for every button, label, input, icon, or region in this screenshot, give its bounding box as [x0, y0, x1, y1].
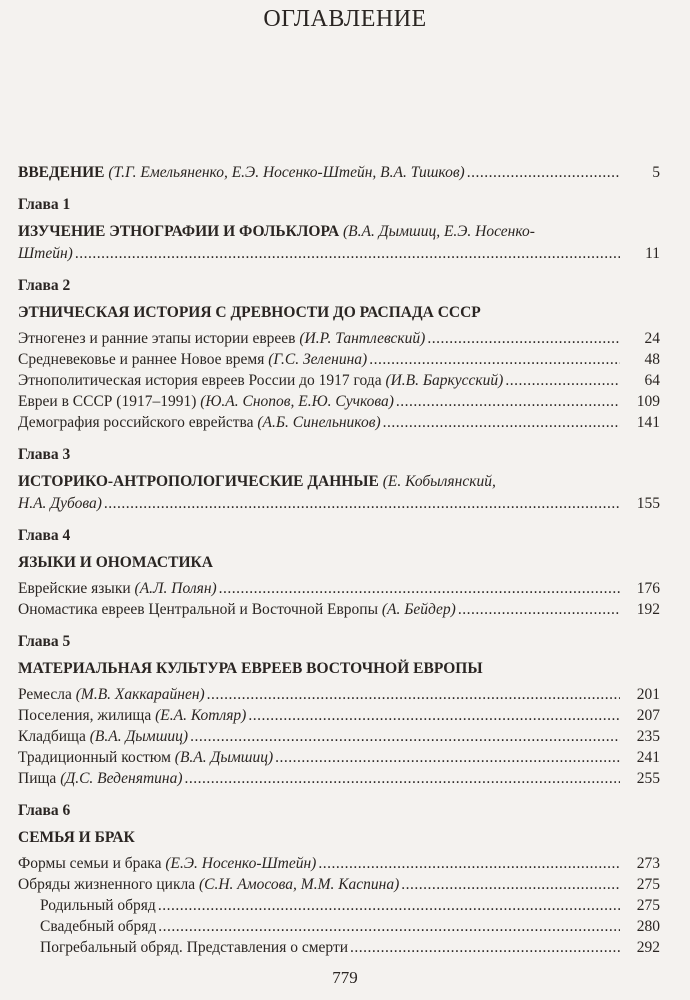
leader-dots [318, 853, 620, 874]
leader-dots [505, 370, 620, 391]
entry-authors: (И.Р. Тантлевский) [299, 330, 426, 347]
entry-authors: (Т.Г. Емельяненко, Е.Э. Носенко-Штейн, В.А. Тишков) [108, 164, 465, 181]
entry-title: Ремесла [18, 686, 76, 703]
chapter-label: Глава 2 [18, 277, 71, 294]
leader-dots [467, 162, 620, 183]
entry-title: Пища [18, 770, 61, 787]
leader-dots [369, 349, 620, 370]
toc-entry[interactable] [18, 853, 660, 874]
entry-title: Демография российского еврейства [18, 414, 258, 431]
table-of-contents [18, 162, 660, 958]
entry-page: 273 [636, 855, 660, 872]
chapter-title-6: СЕМЬЯ И БРАК [18, 829, 135, 846]
entry-authors: (В.А. Дымшиц) [174, 749, 274, 766]
leader-dots [350, 937, 620, 958]
chapter-label: Глава 5 [18, 633, 71, 650]
leader-dots [383, 412, 620, 433]
leader-dots [458, 599, 620, 620]
entry-authors: (С.Н. Амосова, М.М. Каспина) [198, 876, 400, 893]
toc-entry[interactable] [18, 599, 660, 620]
entry-title: Погребальный обряд. Представления о смерти [40, 939, 349, 956]
chapter-title-5: МАТЕРИАЛЬНАЯ КУЛЬТУРА ЕВРЕЕВ ВОСТОЧНОЙ ЕВРОПЫ [18, 660, 483, 677]
entry-page: 48 [644, 351, 660, 368]
entry-authors: (А.Л. Полян) [134, 580, 217, 597]
entry-authors: (Е.А. Котляр) [155, 707, 247, 724]
entry-page: 5 [652, 164, 660, 181]
entry-authors: (М.В. Хаккарайнен) [75, 686, 205, 703]
entry-title: Этногенез и ранние этапы истории евреев [18, 330, 300, 347]
entry-authors: Штейн) [18, 245, 73, 262]
entry-page: 201 [636, 686, 660, 703]
leader-dots [219, 578, 620, 599]
entry-title: Родильный обряд [40, 897, 156, 914]
entry-authors: (И.В. Баркусский) [385, 372, 504, 389]
entry-authors: (В.А. Дымшиц) [89, 728, 189, 745]
entry-page: 176 [636, 580, 660, 597]
entry-page: 235 [636, 728, 660, 745]
toc-entry[interactable] [18, 684, 660, 705]
leader-dots [158, 916, 620, 937]
toc-entry[interactable] [18, 370, 660, 391]
toc-entry-chapter-1[interactable] [18, 243, 660, 264]
page-title: ОГЛАВЛЕНИЕ [263, 6, 427, 32]
entry-page: 192 [636, 601, 660, 618]
entry-title: Средневековье и раннее Новое время [18, 351, 269, 368]
entry-title: Кладбища [18, 728, 90, 745]
entry-page: 275 [636, 897, 660, 914]
leader-dots [401, 874, 620, 895]
chapter-title-3[interactable] [18, 471, 660, 493]
entry-title: ВВЕДЕНИЕ [18, 164, 105, 181]
entry-page: 207 [636, 707, 660, 724]
entry-title: Обряды жизненного цикла [18, 876, 199, 893]
entry-page: 109 [636, 393, 660, 410]
entry-authors: (Ю.А. Снопов, Е.Ю. Сучкова) [200, 393, 394, 410]
entry-page: 64 [644, 372, 660, 389]
toc-entry[interactable] [18, 328, 660, 349]
leader-dots [207, 684, 620, 705]
leader-dots [396, 391, 620, 412]
leader-dots [185, 768, 621, 789]
chapter-title-text: ИЗУЧЕНИЕ ЭТНОГРАФИИ И ФОЛЬКЛОРА [18, 223, 340, 240]
toc-entry[interactable] [18, 705, 660, 726]
toc-entry-chapter-3[interactable] [18, 493, 660, 514]
toc-entry[interactable] [18, 768, 660, 789]
page-number: 779 [332, 968, 358, 987]
entry-authors: (Г.С. Зеленина) [268, 351, 368, 368]
chapter-label: Глава 1 [18, 196, 71, 213]
toc-entry[interactable] [18, 578, 660, 599]
toc-entry[interactable] [18, 349, 660, 370]
chapter-title-4: ЯЗЫКИ И ОНОМАСТИКА [18, 554, 213, 571]
leader-dots [190, 726, 620, 747]
entry-authors: Н.А. Дубова) [18, 495, 102, 512]
entry-page: 155 [636, 495, 660, 512]
entry-page: 141 [636, 414, 660, 431]
entry-page: 11 [645, 245, 660, 262]
leader-dots [158, 895, 620, 916]
entry-title: Традиционный костюм [18, 749, 175, 766]
chapter-label: Глава 3 [18, 446, 71, 463]
leader-dots [248, 705, 620, 726]
entry-page: 24 [644, 330, 660, 347]
entry-title: Ономастика евреев Центральной и Восточной Европы [18, 601, 382, 618]
entry-page: 292 [636, 939, 660, 956]
entry-page: 280 [636, 918, 660, 935]
chapter-title-text: ИСТОРИКО-АНТРОПОЛОГИЧЕСКИЕ ДАННЫЕ [18, 473, 379, 490]
leader-dots [104, 493, 620, 514]
entry-title: Этнополитическая история евреев России до 1917 года [18, 372, 386, 389]
entry-title: Евреи в СССР (1917–1991) [18, 393, 201, 410]
chapter-label: Глава 6 [18, 802, 71, 819]
leader-dots [75, 243, 620, 264]
entry-authors: (А.Б. Синельников) [257, 414, 381, 431]
entry-authors: (Е.Э. Носенко-Штейн) [165, 855, 317, 872]
entry-page: 255 [636, 770, 660, 787]
entry-title: Поселения, жилища [18, 707, 156, 724]
toc-entry[interactable] [18, 412, 660, 433]
entry-title: Свадебный обряд [40, 918, 157, 935]
toc-entry-introduction[interactable] [18, 162, 660, 183]
leader-dots [275, 747, 620, 768]
entry-authors: (В.А. Дымшиц, Е.Э. Носенко- [343, 223, 535, 240]
chapter-title-2: ЭТНИЧЕСКАЯ ИСТОРИЯ С ДРЕВНОСТИ ДО РАСПАДА СССР [18, 304, 481, 321]
toc-subentry[interactable] [18, 895, 660, 916]
leader-dots [427, 328, 620, 349]
toc-subentry[interactable] [18, 937, 660, 958]
entry-authors: (Е. Кобылянский, [382, 473, 496, 490]
entry-page: 275 [636, 876, 660, 893]
toc-subentry[interactable] [18, 916, 660, 937]
toc-entry[interactable] [18, 874, 660, 895]
entry-authors: (Д.С. Веденятина) [60, 770, 183, 787]
toc-entry[interactable] [18, 747, 660, 768]
chapter-label: Глава 4 [18, 527, 71, 544]
toc-entry[interactable] [18, 391, 660, 412]
entry-title: Еврейские языки [18, 580, 135, 597]
entry-authors: (А. Бейдер) [381, 601, 456, 618]
entry-page: 241 [636, 749, 660, 766]
toc-entry[interactable] [18, 726, 660, 747]
chapter-title-1[interactable] [18, 221, 660, 243]
entry-title: Формы семьи и брака [18, 855, 166, 872]
